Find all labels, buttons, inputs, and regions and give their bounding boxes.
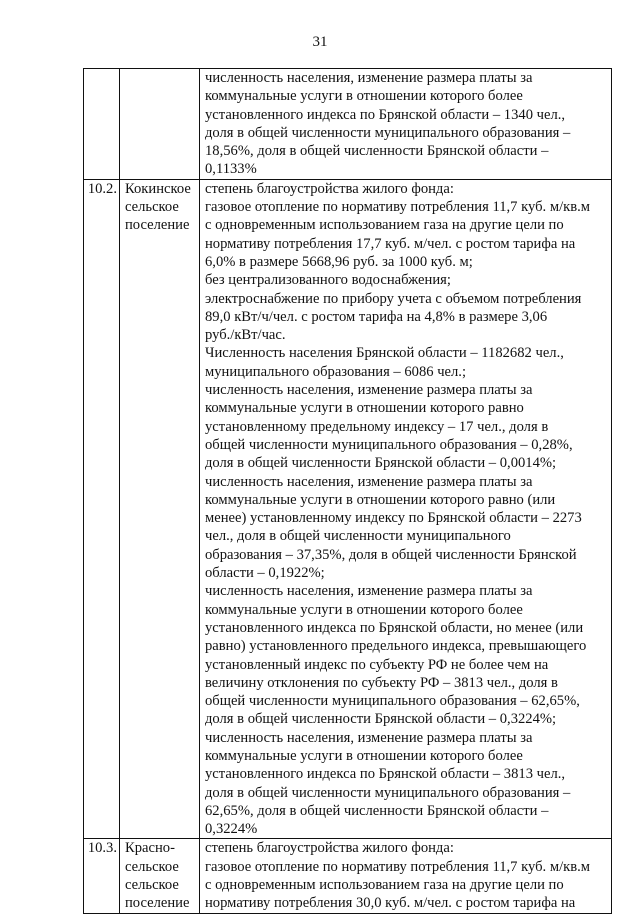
- text-line: доля в общей численности Брянской области – 0,0014%;: [205, 455, 557, 472]
- text-line: руб./кВт/час.: [205, 327, 286, 344]
- text-line: численность населения, изменение размера платы за: [205, 729, 533, 746]
- text-line: установленному предельному индексу – 17 чел., доля в: [205, 418, 549, 435]
- text-line: общей численности муниципального образования – 0,28%,: [205, 436, 573, 453]
- text-line: 89,0 кВт/ч/чел. с ростом тарифа на 4,8% в размере 3,06: [205, 308, 548, 325]
- text-line: электроснабжение по прибору учета с объемом потребления: [205, 290, 582, 307]
- text-line: общей численности муниципального образования – 62,65%,: [205, 693, 580, 710]
- text-line: численность населения, изменение размера платы за: [205, 382, 533, 399]
- text-line: нормативу потребления 30,0 куб. м/чел. с ростом тарифа на: [205, 895, 576, 912]
- page-number: 31: [312, 34, 328, 50]
- text-line: 18,56%, доля в общей численности Брянской области –: [205, 143, 549, 160]
- text-line: 6,0% в размере 5668,96 руб. за 1000 куб. м;: [205, 253, 473, 270]
- text-line: образования – 37,35%, доля в общей численности Брянской: [205, 546, 577, 563]
- name-line: поселение: [125, 217, 190, 234]
- text-line: степень благоустройства жилого фонда:: [205, 840, 454, 857]
- text-line: установленного индекса по Брянской области – 3813 чел.,: [205, 766, 566, 783]
- text-line: величину отклонения по субъекту РФ – 3813 чел., доля в: [205, 674, 558, 691]
- text-line: 62,65%, доля в общей численности Брянской области –: [205, 802, 549, 819]
- text-line: 0,1133%: [205, 161, 257, 178]
- text-line: коммунальные услуги в отношении которого равно (или: [205, 491, 556, 508]
- municipality-name: [120, 179, 200, 839]
- text-line: численность населения, изменение размера платы за: [205, 473, 533, 490]
- text-line: коммунальные услуги в отношении которого более: [205, 747, 523, 764]
- text-line: численность населения, изменение размера платы за: [205, 583, 533, 600]
- table-row: [84, 69, 612, 180]
- municipality-name: [120, 69, 200, 180]
- name-line: сельское: [125, 858, 179, 875]
- text-line: чел., доля в общей численности муниципального: [205, 528, 511, 545]
- text-line: Численность населения Брянской области – 1182682 чел.,: [205, 345, 564, 362]
- text-line: нормативу потребления 17,7 куб. м/чел. с ростом тарифа на: [205, 235, 576, 252]
- municipality-name: [120, 839, 200, 913]
- name-line: Кокинское: [125, 180, 191, 197]
- name-line: сельское: [125, 199, 179, 216]
- text-line: области – 0,1922%;: [205, 565, 325, 582]
- text-line: с одновременным использованием газа на другие цели по: [205, 217, 564, 234]
- description-cell: [200, 839, 612, 913]
- text-line: доля в общей численности муниципального образования –: [205, 124, 571, 141]
- text-line: с одновременным использованием газа на другие цели по: [205, 877, 564, 894]
- text-line: установленный индекс по субъекту РФ не более чем на: [205, 656, 549, 673]
- description-cell: [200, 179, 612, 839]
- text-line: коммунальные услуги в отношении которого более: [205, 601, 523, 618]
- text-line: коммунальные услуги в отношении которого более: [205, 88, 523, 105]
- description-cell: [200, 69, 612, 180]
- name-line: поселение: [125, 895, 190, 912]
- text-line: численность населения, изменение размера платы за: [205, 70, 533, 86]
- name-line: сельское: [125, 877, 179, 894]
- row-number: [84, 69, 120, 180]
- text-line: степень благоустройства жилого фонда:: [205, 180, 454, 197]
- table-row: [84, 839, 612, 913]
- municipality-table: [83, 68, 612, 914]
- text-line: коммунальные услуги в отношении которого равно: [205, 400, 524, 417]
- name-line: Красно-: [125, 840, 175, 857]
- text-line: установленного индекса по Брянской области – 1340 чел.,: [205, 106, 566, 123]
- row-number: 10.2.: [84, 179, 120, 839]
- text-line: менее) установленному индексу по Брянской области – 2273: [205, 510, 582, 527]
- text-line: доля в общей численности Брянской области – 0,3224%;: [205, 711, 557, 728]
- text-line: муниципального образования – 6086 чел.;: [205, 363, 467, 380]
- text-line: установленного индекса по Брянской области, но менее (или: [205, 619, 584, 636]
- text-line: 0,3224%: [205, 821, 258, 838]
- text-line: без централизованного водоснабжения;: [205, 272, 451, 289]
- text-line: доля в общей численности муниципального образования –: [205, 784, 571, 801]
- text-line: равно) установленного предельного индекса, превышающего: [205, 638, 587, 655]
- text-line: газовое отопление по нормативу потребления 11,7 куб. м/кв.м: [205, 199, 590, 216]
- row-number: 10.3.: [84, 839, 120, 913]
- table-row: [84, 179, 612, 839]
- text-line: газовое отопление по нормативу потребления 11,7 куб. м/кв.м: [205, 858, 590, 875]
